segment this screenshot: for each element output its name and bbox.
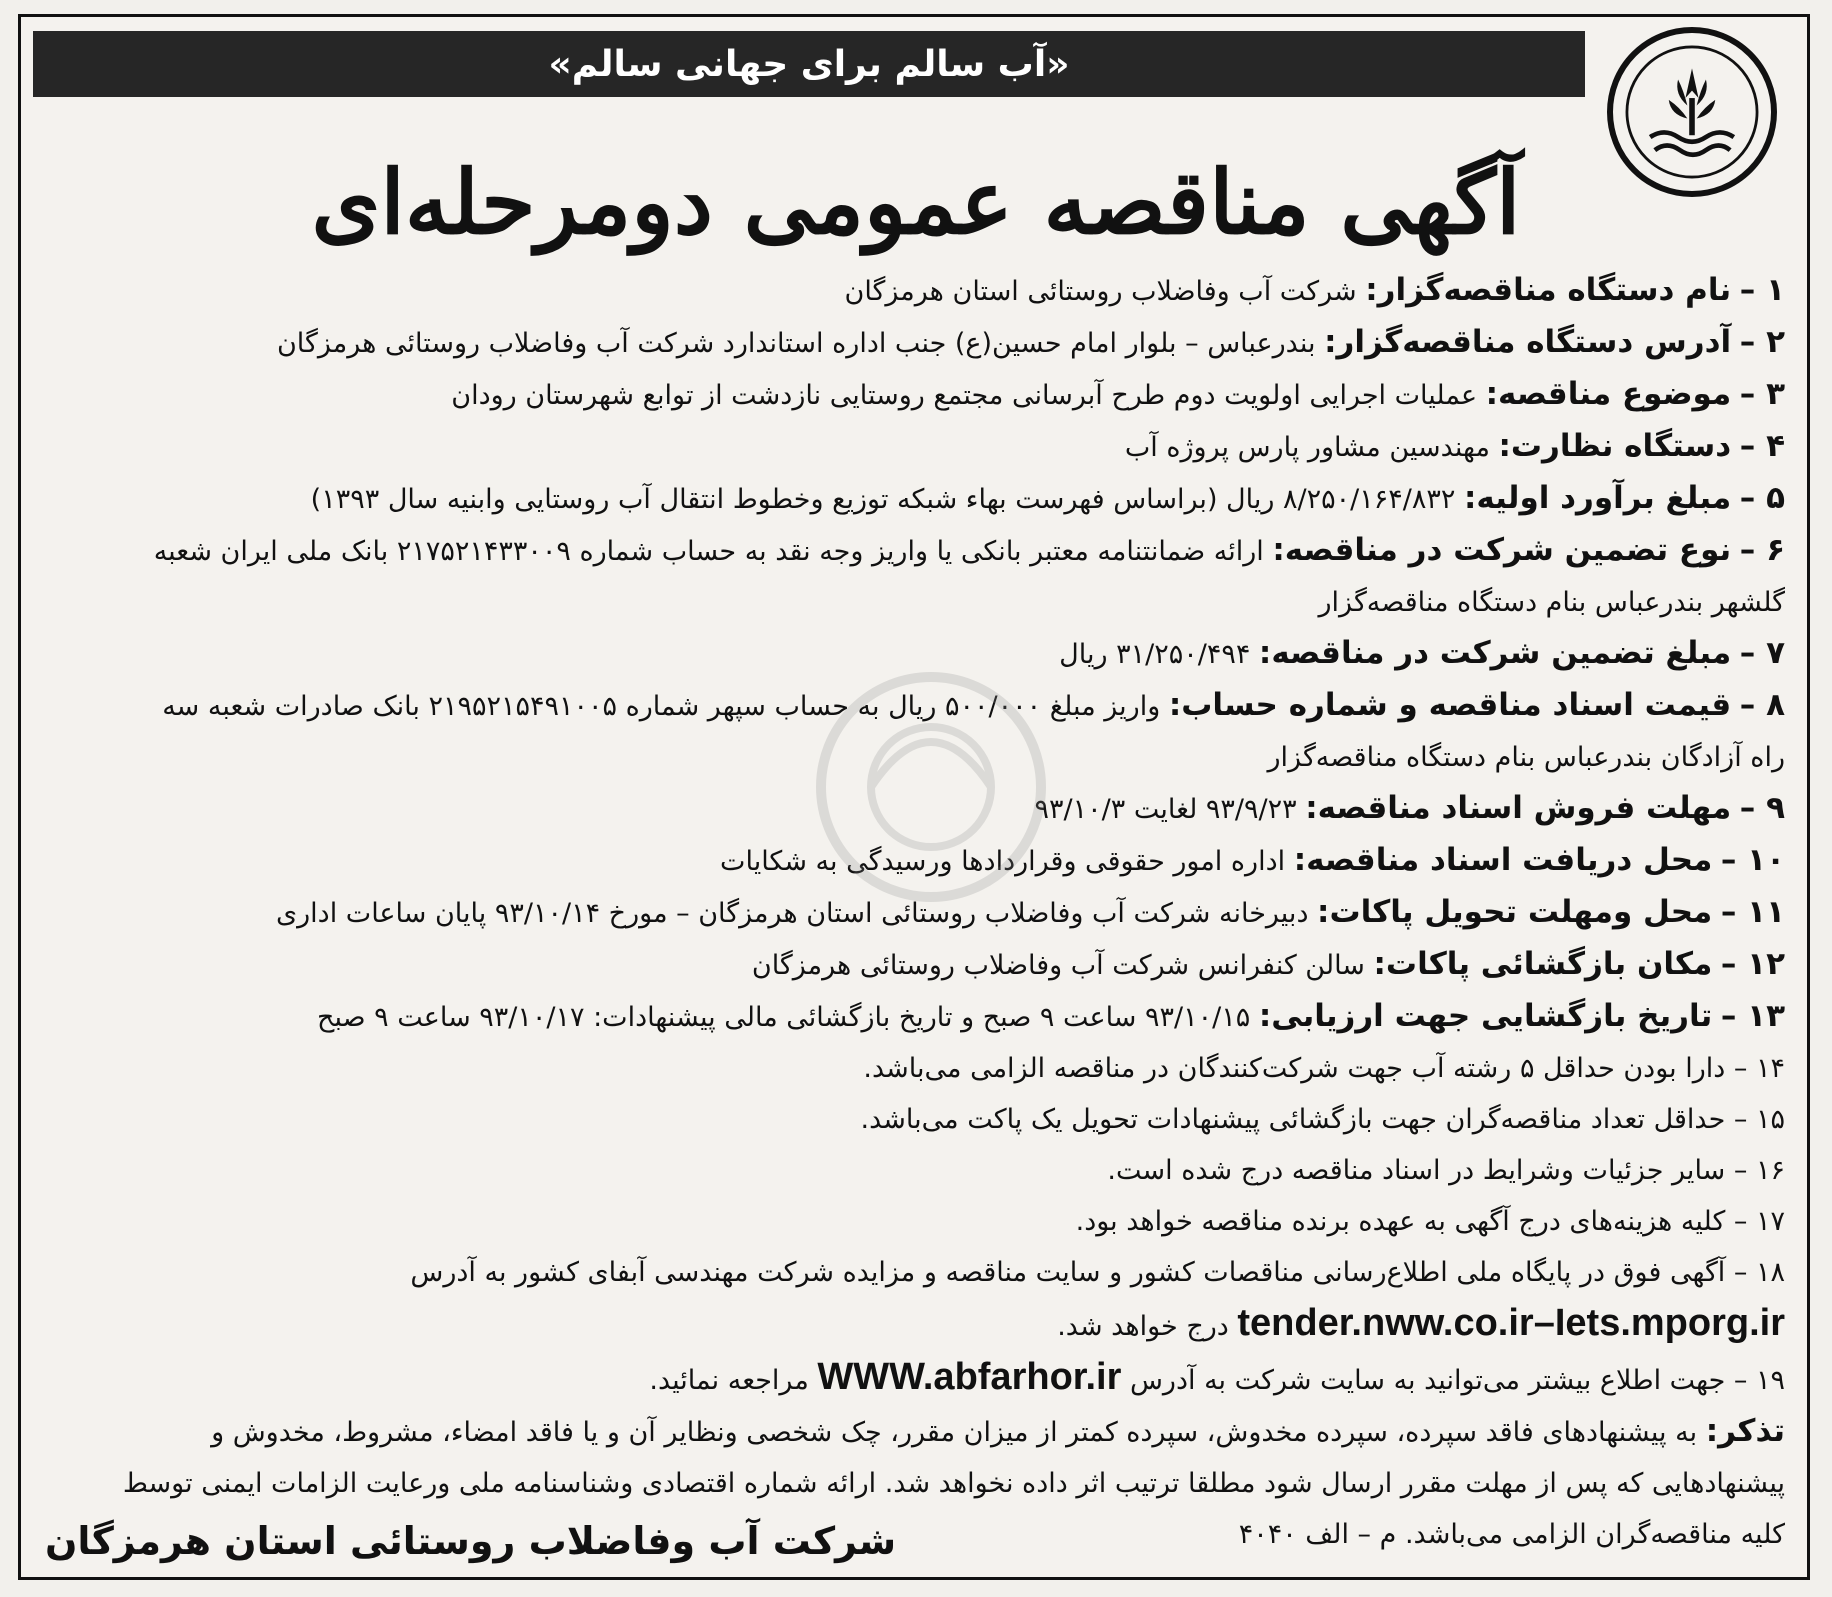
notice-item-17: ۱۷ – کلیه هزینه‌های درج آگهی به عهده برنده مناقصه خواهد بود.: [1075, 1206, 1785, 1237]
notice-item-7: ۷ – مبلغ تضمین شرکت در مناقصه: ۳۱/۲۵۰/۴۹۴ ریال: [1059, 635, 1785, 671]
notice-item-5: ۵ – مبلغ برآورد اولیه: ۸/۲۵۰/۱۶۴/۸۳۲ ریال (براساس فهرست بهاء شبکه توزیع وخطوط انتقال آب روستایی وابنیه سال ۱۳۹۳): [310, 480, 1785, 516]
notice-item-16: ۱۶ – سایر جزئیات وشرایط در اسناد مناقصه درج شده است.: [1107, 1155, 1785, 1186]
notice-item-9: ۹ – مهلت فروش اسناد مناقصه: ۹۳/۹/۲۳ لغایت ۹۳/۱۰/۳: [1034, 790, 1785, 826]
notice-item-10: ۱۰ – محل دریافت اسناد مناقصه: اداره امور حقوقی وقراردادها ورسیدگی به شکایات: [720, 842, 1785, 878]
logo-emblem-icon: [1613, 33, 1771, 191]
company-website-link[interactable]: WWW.abfarhor.ir: [817, 1356, 1122, 1398]
notice-item-6-continued: گلشهر بندرعباس بنام دستگاه مناقصه‌گزار: [1318, 587, 1785, 618]
notice-item-12: ۱۲ – مکان بازگشائی پاکات: سالن کنفرانس شرکت آب وفاضلاب روستائی هرمزگان: [751, 946, 1785, 982]
notice-item-18-continued: tender.nww.co.ir–Iets.mporg.ir درج خواهد شد.: [1057, 1302, 1785, 1344]
tender-url-link[interactable]: tender.nww.co.ir–Iets.mporg.ir: [1237, 1302, 1785, 1344]
notice-item-2: ۲ – آدرس دستگاه مناقصه‌گزار: بندرعباس – بلوار امام حسین(ع) جنب اداره استاندارد شرکت آب وفاضلاب روستائی هرمزگان: [276, 324, 1785, 360]
slogan-text: «آب سالم برای جهانی سالم»: [548, 43, 1070, 85]
notice-page: [18, 14, 1810, 1580]
notice-item-3: ۳ – موضوع مناقصه: عملیات اجرایی اولویت دوم طرح آبرسانی مجتمع روستایی نازدشت از توابع شهرستان رودان: [451, 376, 1785, 412]
company-signature: شرکت آب وفاضلاب روستائی استان هرمزگان: [45, 1519, 897, 1563]
notice-item-11: ۱۱ – محل ومهلت تحویل پاکات: دبیرخانه شرکت آب وفاضلاب روستائی استان هرمزگان – مورخ ۹۳/۱۰/۱۴ پایان ساعات اداری: [276, 894, 1785, 930]
notice-item-19: ۱۹ – جهت اطلاع بیشتر می‌توانید به سایت شرکت به آدرس WWW.abfarhor.ir مراجعه نمائید.: [649, 1356, 1785, 1398]
notice-item-13: ۱۳ – تاریخ بازگشایی جهت ارزیابی: ۹۳/۱۰/۱۵ ساعت ۹ صبح و تاریخ بازگشائی مالی پیشنهادات: ۹۳/۱۰/۱۷ ساعت ۹ صبح: [317, 998, 1785, 1034]
notice-item-1: ۱ – نام دستگاه مناقصه‌گزار: شرکت آب وفاضلاب روستائی استان هرمزگان: [844, 272, 1785, 308]
notice-body: [45, 265, 1785, 1560]
slogan-bar: [33, 31, 1585, 97]
notice-item-6: ۶ – نوع تضمین شرکت در مناقصه: ارائه ضمانتنامه معتبر بانکی یا واریز وجه نقد به حساب شماره ۲۱۷۵۲۱۴۳۳۰۰۹ بانک ملی ایران شعبه: [153, 532, 1785, 568]
notice-item-15: ۱۵ – حداقل تعداد مناقصه‌گران جهت بازگشائی پیشنهادات تحویل یک پاکت می‌باشد.: [860, 1104, 1785, 1135]
notice-item-4: ۴ – دستگاه نظارت: مهندسین مشاور پارس پروژه آب: [1124, 428, 1785, 464]
note-line-1: تذکر: به پیشنهادهای فاقد سپرده، سپرده مخدوش، سپرده کمتر از میزان مقرر، چک شخصی ونظایر آن و یا فاقد امضاء، مشروط، مخدوش و: [211, 1413, 1785, 1449]
notice-item-8-continued: راه آزادگان بندرعباس بنام دستگاه مناقصه‌گزار: [1267, 742, 1785, 773]
notice-item-14: ۱۴ – دارا بودن حداقل ۵ رشته آب جهت شرکت‌کنندگان در مناقصه الزامی می‌باشد.: [863, 1053, 1785, 1084]
note-line-2: پیشنهادهایی که پس از مهلت مقرر ارسال شود مطلقا ترتیب اثر داده نخواهد شد. ارائه شماره اقتصادی وشناسنامه ملی ورعایت الزامات ایمنی توسط: [122, 1468, 1785, 1499]
notice-item-8: ۸ – قیمت اسناد مناقصه و شماره حساب: واریز مبلغ ۵۰۰/۰۰۰ ریال به حساب سپهر شماره ۲۱۹۵۲۱۵۴۹۱۰۰۵ بانک صادرات شعبه سه: [162, 687, 1785, 723]
note-line-3: کلیه مناقصه‌گران الزامی می‌باشد. م – الف ۴۰۴۰: [1238, 1519, 1785, 1550]
notice-item-18: ۱۸ – آگهی فوق در پایگاه ملی اطلاع‌رسانی مناقصات کشور و سایت مناقصه و مزایده شرکت مهندسی آبفای کشور به آدرس: [410, 1257, 1785, 1288]
notice-title: آگهی مناقصه عمومی دومرحله‌ای: [311, 150, 1521, 254]
company-logo: [1607, 27, 1777, 197]
